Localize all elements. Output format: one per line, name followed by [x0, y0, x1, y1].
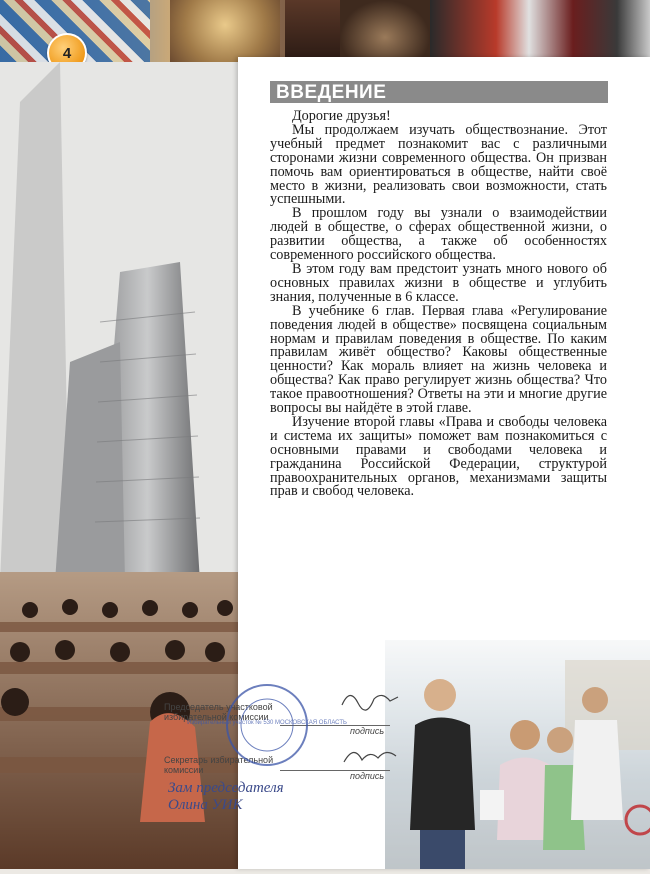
introduction-text	[270, 110, 607, 499]
signature-label-2: подпись	[350, 771, 385, 781]
girl-head	[510, 720, 540, 750]
bottom-photo-teenagers	[385, 640, 650, 869]
greeting-paragraph: Дорогие друзья!	[292, 108, 391, 124]
man-shirt	[571, 720, 623, 820]
paragraph-3: В этом году вам предстоит узнать много нового об основных правилах жизни в обществе и углубить знания, полученные в 6 классе.	[270, 260, 607, 305]
banner-press-microphones-photo	[430, 0, 650, 62]
second-girl-head	[547, 727, 573, 753]
top-photo-banner	[0, 0, 650, 62]
signature-scribble-2	[340, 740, 400, 770]
boy-shirt	[410, 718, 475, 831]
signature-scribble-1	[340, 685, 400, 715]
document-paper	[480, 790, 504, 820]
paragraph-5: Изучение второй главы «Права и свободы человека и система их защиты» поможет вам познакомиться с основными правами и свободами человека и гражданина Российской Федерации, структурой правоохранительных органов, механизмами защиты прав и свобод человека.	[270, 413, 607, 500]
election-document	[160, 680, 400, 830]
banner-scales-photo	[170, 0, 280, 62]
paragraph-4: В учебнике 6 глав. Первая глава «Регулирование поведения людей в обществе» посвящена социальным нормам и правилам поведения в обществе. По каким правилам живёт общество? Каковы общественные ценности? Как мораль влияет на жизнь человека и общества? Как право регулирует жизнь общества? Что такое правоотношения? Ответы на эти и многие другие вопросы вы найдёте в этой главе.	[270, 302, 607, 417]
page-number: 4	[62, 44, 72, 62]
paragraph-2: В прошлом году вы узнали о взаимодействии людей в обществе, о сферах общественной жизни, о развитии общества, а также об особенностях современного российского общества.	[270, 205, 607, 264]
paragraph-1: Мы продолжаем изучать обществознание. Этот учебный предмет познакомит вас с различными сторонами жизни современного общества. Он призван помочь вам ориентироваться в обществе, найти своё место в жизни, реализовать свои возможности, стать успешными.	[270, 121, 607, 208]
section-title: ВВЕДЕНИЕ	[276, 82, 387, 103]
signature-label-1: подпись	[350, 726, 385, 736]
chair-label: Председатель участковой избирательной комиссии	[164, 702, 273, 722]
stamp-text: Избирательный участок № 530 МОСКОВСКАЯ ОБЛАСТЬ	[187, 720, 347, 726]
handwritten-note: Зам председателя Олина УИК	[168, 780, 284, 813]
boy-jeans	[420, 830, 465, 869]
banner-gavel-photo	[285, 0, 340, 62]
secretary-label: Секретарь избирательной комиссии	[164, 755, 274, 775]
teenagers-photo	[385, 640, 650, 869]
banner-justice-statue-photo	[340, 0, 430, 62]
boy-head	[424, 679, 456, 711]
section-heading-bar	[270, 81, 608, 103]
man-head	[582, 687, 608, 713]
